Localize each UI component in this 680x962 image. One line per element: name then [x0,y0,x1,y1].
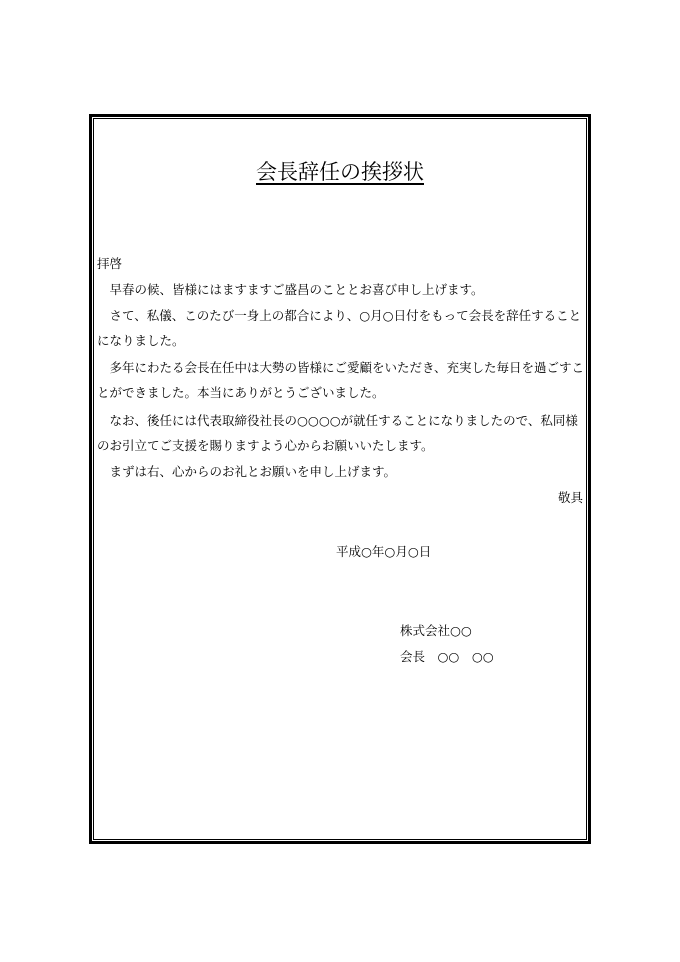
salutation: 拝啓 [97,256,123,271]
body-line-6: なお、後任には代表取締役社長の○○○○が就任することになりましたので、私同様 [97,413,578,428]
body-line-7: のお引立てご支援を賜りますよう心からお願いいたします。 [97,438,434,453]
body-line-3: になりました。 [97,333,185,348]
body-line-2: さて、私儀、このたび一身上の都合により、○月○日付をもって会長を辞任すること [97,308,582,323]
closing: 敬具 [557,490,583,505]
body-line-8: まずは右、心からのお礼とお願いを申し上げます。 [97,464,397,479]
signer: 会長 ○○ ○○ [400,649,494,664]
body-line-5: とができました。本当にありがとうございました。 [97,385,385,400]
date: 平成○年○月○日 [336,544,432,559]
body-line-1: 早春の候、皆様にはますますご盛昌のこととお喜び申し上げます。 [97,282,484,297]
body-line-4: 多年にわたる会長在任中は大勢の皆様にご愛顧をいただき、充実した毎日を過ごすこ [97,360,585,375]
company-name: 株式会社○○ [400,623,472,638]
document-title: 会長辞任の挨拶状 [256,160,424,184]
